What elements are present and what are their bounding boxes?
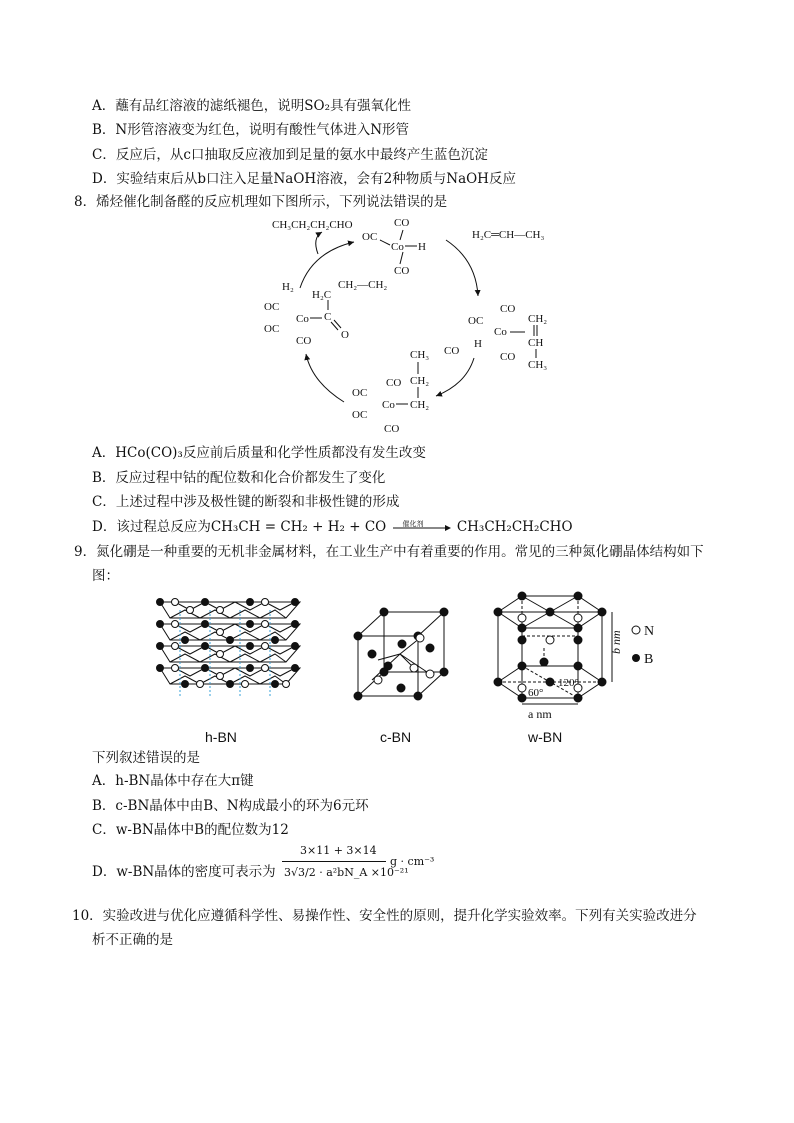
svg-text:OC: OC <box>362 231 378 243</box>
angle-60-label: 60° <box>528 687 544 699</box>
h2-label: H₂ <box>282 281 294 293</box>
svg-text:OC: OC <box>352 387 368 399</box>
bn-crystal-structures <box>0 588 794 748</box>
q8-option-c: C．上述过程中涉及极性键的断裂和非极性键的形成 <box>92 494 400 510</box>
q9-option-b: B．c-BN晶体中由B、N构成最小的环为6元环 <box>92 798 369 814</box>
svg-text:H: H <box>474 338 482 350</box>
svg-text:Co: Co <box>382 399 395 411</box>
fraction-bar <box>282 861 386 862</box>
q8-stem: 8．烯烃催化制备醛的反应机理如下图所示，下列说法错误的是 <box>74 194 448 210</box>
catalyst-label: 催化剂 <box>402 519 424 528</box>
cbn-label: c-BN <box>380 729 412 745</box>
svg-text:Co: Co <box>296 313 309 325</box>
q9-stem-line1: 9．氮化硼是一种重要的无机非金属材料，在工业生产中有着重要的作用。常见的三种氮化硼晶体结构如下 <box>74 544 704 560</box>
q9-option-d: D．w-BN晶体的密度可表示为 <box>92 864 276 880</box>
co-label: CO <box>444 345 460 357</box>
svg-text:CH: CH <box>528 337 544 349</box>
density-denominator: 3√3/2 · a²bN_A ×10⁻²¹ <box>284 866 409 879</box>
arrow-right-bottom <box>436 358 474 396</box>
density-numerator: 3×11 + 3×14 <box>300 844 377 857</box>
cbn-structure <box>354 608 448 700</box>
wbn-label: w-BN <box>528 729 563 745</box>
svg-text:OC: OC <box>352 409 368 421</box>
q10-stem-line2: 析不正确的是 <box>92 932 173 948</box>
svg-text:Co: Co <box>494 326 507 338</box>
svg-text:H₂C: H₂C <box>312 289 332 301</box>
q8-option-d-product: CH₃CH₂CH₂CHO <box>456 519 573 535</box>
legend-b-label: B <box>644 652 654 667</box>
propene-label: H₂C═CH—CH₃ <box>472 229 545 241</box>
q9-option-c: C．w-BN晶体中B的配位数为12 <box>92 822 289 838</box>
q10-stem-line1: 10．实验改进与优化应遵循科学性、易操作性、安全性的原则，提升化学实验效率。下列有关实验改进分 <box>72 908 697 924</box>
svg-text:CO: CO <box>394 265 410 277</box>
legend-n-marker <box>632 626 640 634</box>
svg-text:CH₃: CH₃ <box>528 359 548 371</box>
reaction-arrow <box>391 521 453 535</box>
svg-text:CH₃: CH₃ <box>410 349 430 361</box>
b-nm-label: b nm <box>609 630 623 654</box>
svg-text:H: H <box>418 241 426 253</box>
arrow-product-out <box>316 232 322 254</box>
catalytic-cycle-diagram <box>0 212 794 442</box>
svg-text:CH₂—CH₂: CH₂—CH₂ <box>338 279 388 291</box>
svg-text:C: C <box>324 311 332 323</box>
product-aldehyde: CH₃CH₂CH₂CHO <box>272 219 353 231</box>
q7-option-b: B．N形管溶液变为红色，说明有酸性气体进入N形管 <box>92 122 410 138</box>
svg-text:OC: OC <box>264 301 280 313</box>
hbn-label: h-BN <box>205 729 237 745</box>
hbn-structure <box>157 599 301 699</box>
svg-text:CO: CO <box>500 303 516 315</box>
q9-prompt: 下列叙述错误的是 <box>92 750 200 766</box>
svg-text:CO: CO <box>296 335 312 347</box>
svg-text:OC: OC <box>468 315 484 327</box>
angle-120-label: 120° <box>558 677 579 689</box>
q8-option-a: A．HCo(CO)₃反应前后质量和化学性质都没有发生改变 <box>92 445 426 461</box>
density-fraction <box>282 844 409 892</box>
svg-text:CO: CO <box>384 423 400 435</box>
density-unit: g · cm⁻³ <box>390 855 435 868</box>
legend-n-label: N <box>644 624 655 639</box>
svg-text:CH₂: CH₂ <box>410 399 430 411</box>
legend-b-marker <box>632 654 640 662</box>
a-nm-label: a nm <box>528 707 552 721</box>
q9-stem-line2: 图： <box>92 568 119 584</box>
q7-option-a: A．蘸有品红溶液的滤纸褪色，说明SO₂具有强氧化性 <box>92 98 411 114</box>
q7-option-d: D．实验结束后从b口注入足量NaOH溶液，会有2种物质与NaOH反应 <box>92 171 516 187</box>
svg-text:OC: OC <box>264 323 280 335</box>
svg-text:CH₂: CH₂ <box>410 375 430 387</box>
svg-text:CO: CO <box>500 351 516 363</box>
arrow-top-right <box>446 240 478 296</box>
svg-text:CO: CO <box>394 217 410 229</box>
q7-option-c: C．反应后，从c口抽取反应液加到足量的氨水中最终产生蓝色沉淀 <box>92 147 488 163</box>
q8-option-d <box>92 517 573 537</box>
q9-option-a: A．h-BN晶体中存在大π键 <box>92 773 254 789</box>
svg-text:Co: Co <box>391 241 404 253</box>
q8-option-b: B．反应过程中钴的配位数和化合价都发生了变化 <box>92 470 386 486</box>
svg-text:CO: CO <box>386 377 402 389</box>
wbn-structure <box>494 592 612 704</box>
arrow-bottom-left <box>306 354 344 402</box>
svg-text:O: O <box>341 329 349 341</box>
q8-option-d-text: D．该过程总反应为CH₃CH = CH₂ + H₂ + CO <box>92 519 387 535</box>
svg-text:CH₂: CH₂ <box>528 313 548 325</box>
